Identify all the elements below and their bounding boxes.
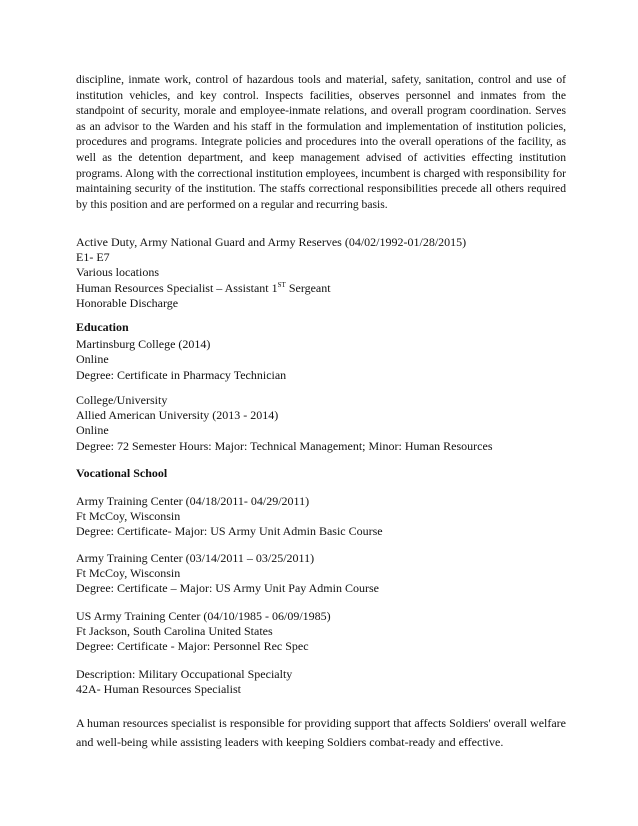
vocational-entry-2-location: Ft McCoy, Wisconsin: [76, 566, 181, 581]
vocational-heading: Vocational School: [76, 466, 168, 480]
vocational-entry-1-school: Army Training Center (04/18/2011- 04/29/2011): [76, 494, 310, 508]
vocational-entry-3-school: US Army Training Center (04/10/1985 - 06/09/1985): [76, 609, 331, 623]
vocational-entry-3: [76, 609, 576, 655]
education-entry-2: [76, 393, 576, 454]
vocational-entry-3-location: Ft Jackson, South Carolina United States: [76, 624, 273, 639]
vocational-description-label: Description: Military Occupational Specialty: [76, 667, 293, 681]
military-service: Active Duty, Army National Guard and Army Reserves (04/02/1992-01/28/2015): [76, 235, 467, 249]
education-heading: Education: [76, 320, 129, 334]
education-entry-2-location: Online: [76, 423, 109, 438]
military-title-suffix: Sergeant: [285, 280, 331, 295]
military-service-block: [76, 235, 576, 311]
education-entry-1-location: Online: [76, 352, 109, 367]
military-discharge: Honorable Discharge: [76, 295, 179, 310]
vocational-heading-block: [76, 466, 576, 481]
education-entry-2-school-name: Allied American University (2013 - 2014): [76, 408, 279, 423]
vocational-entry-1-degree: Degree: Certificate- Major: US Army Unit Admin Basic Course: [76, 524, 383, 539]
vocational-entry-3-degree: Degree: Certificate - Major: Personnel Rec Spec: [76, 639, 309, 654]
vocational-entry-2-degree: Degree: Certificate – Major: US Army Unit Pay Admin Course: [76, 581, 379, 596]
education-section: [76, 320, 576, 383]
vocational-entry-2-school: Army Training Center (03/14/2011 – 03/25/2011): [76, 551, 315, 565]
vocational-description: [76, 667, 576, 697]
military-title: [76, 281, 576, 296]
vocational-description-value: 42A- Human Resources Specialist: [76, 682, 241, 697]
military-title-prefix: Human Resources Specialist – Assistant 1: [76, 280, 278, 295]
education-entry-2-degree: Degree: 72 Semester Hours: Major: Technical Management; Minor: Human Resources: [76, 438, 493, 453]
military-location: Various locations: [76, 265, 159, 280]
vocational-entry-2: [76, 551, 576, 597]
education-entry-1-degree: Degree: Certificate in Pharmacy Technician: [76, 367, 287, 382]
closing-paragraph: A human resources specialist is responsible for providing support that affects Soldiers' overall welfare and well-being while assisting leaders with keeping Soldiers combat-ready and effective.: [76, 716, 566, 749]
intro-paragraph: discipline, inmate work, control of hazardous tools and material, safety, sanitation, control and use of institution vehicles, and key control. Inspects facilities, observes personnel and inmates from the standpoint of security, morale and employee-inmate relations, and overall program coordination. Serves as an advisor to the Warden and his staff in the formulation and implementation of institution policies, procedures and programs. Integrate policies and procedures into the overall operations of the facility, as well as the detention department, and keep management advised of activities effecting institution programs. Along with the correctional institution employees, incumbent is charged with responsibility for maintaining security of the institution. The staffs correctional responsibilities precede all others required by this position and are performed on a regular and recurring basis.: [76, 73, 566, 211]
education-entry-1-school: Martinsburg College (2014): [76, 337, 211, 352]
vocational-entry-1: [76, 494, 576, 540]
military-grades: E1- E7: [76, 250, 110, 265]
education-entry-2-school: College/University: [76, 393, 168, 407]
vocational-entry-1-location: Ft McCoy, Wisconsin: [76, 509, 181, 524]
military-title-sup: ST: [277, 280, 286, 289]
